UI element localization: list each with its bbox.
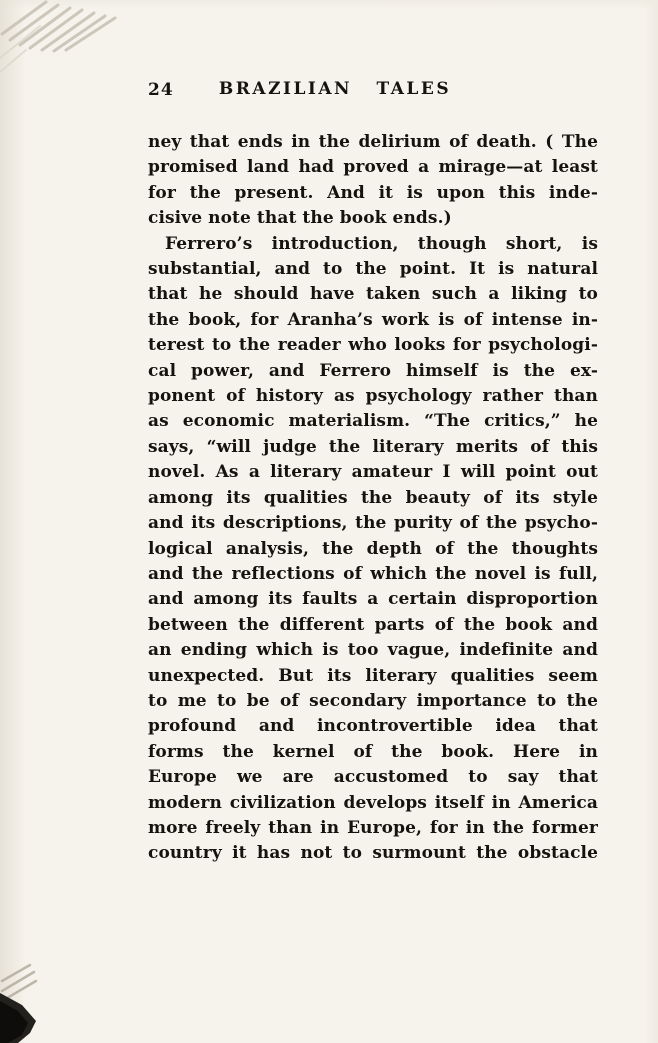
text-line: as economic materialism. “The critics,” he xyxy=(148,411,598,432)
text-line: promised land had proved a mirage—at least xyxy=(148,157,598,178)
text-line: cal power, and Ferrero himself is the ex- xyxy=(148,360,598,381)
scan-artifact-hatch-icon xyxy=(0,0,150,90)
text-line: the book, for Aranha’s work is of intense in- xyxy=(148,309,598,330)
text-line: country it has not to surmount the obstacle xyxy=(148,843,598,864)
text-line: profound and incontrovertible idea that xyxy=(148,716,598,737)
text-block xyxy=(148,130,598,867)
text-line: between the different parts of the book and xyxy=(148,614,598,635)
text-line: forms the kernel of the book. Here in xyxy=(148,741,598,762)
text-line: substantial, and to the point. It is natural xyxy=(148,259,598,280)
text-line: more freely than in Europe, for in the former xyxy=(148,817,598,838)
text-line: Europe we are accustomed to say that xyxy=(148,767,598,788)
text-line: among its qualities the beauty of its style xyxy=(148,487,598,508)
text-line: novel. As a literary amateur I will point out xyxy=(148,462,598,483)
page-number: 24 xyxy=(148,80,174,100)
text-line: terest to the reader who looks for psychologi- xyxy=(148,335,598,356)
text-line: says, “will judge the literary merits of this xyxy=(148,436,598,457)
text-line: Ferrero’s introduction, though short, is xyxy=(165,233,598,254)
text-line: for the present. And it is upon this inde- xyxy=(148,182,598,203)
text-line: and the reflections of which the novel is full, xyxy=(148,563,598,584)
text-line: modern civilization develops itself in America xyxy=(148,792,598,813)
text-line: and its descriptions, the purity of the psycho- xyxy=(148,513,598,534)
text-line: unexpected. But its literary qualities seem xyxy=(148,665,598,686)
text-line: to me to be of secondary importance to the xyxy=(148,690,598,711)
text-line: ney that ends in the delirium of death. ( The xyxy=(148,132,598,152)
text-line: that he should have taken such a liking to xyxy=(148,284,598,305)
text-line: ponent of history as psychology rather than xyxy=(148,386,598,407)
text-line: and among its faults a certain disproportion xyxy=(148,589,598,610)
text-line: cisive note that the book ends.) xyxy=(148,208,452,229)
page-header-title: BRAZILIAN TALES xyxy=(218,79,452,99)
text-line: logical analysis, the depth of the thoughts xyxy=(148,538,598,559)
page-header xyxy=(148,79,598,99)
scan-artifact-blot-icon xyxy=(0,963,70,1043)
text-line: an ending which is too vague, indefinite and xyxy=(148,640,598,661)
